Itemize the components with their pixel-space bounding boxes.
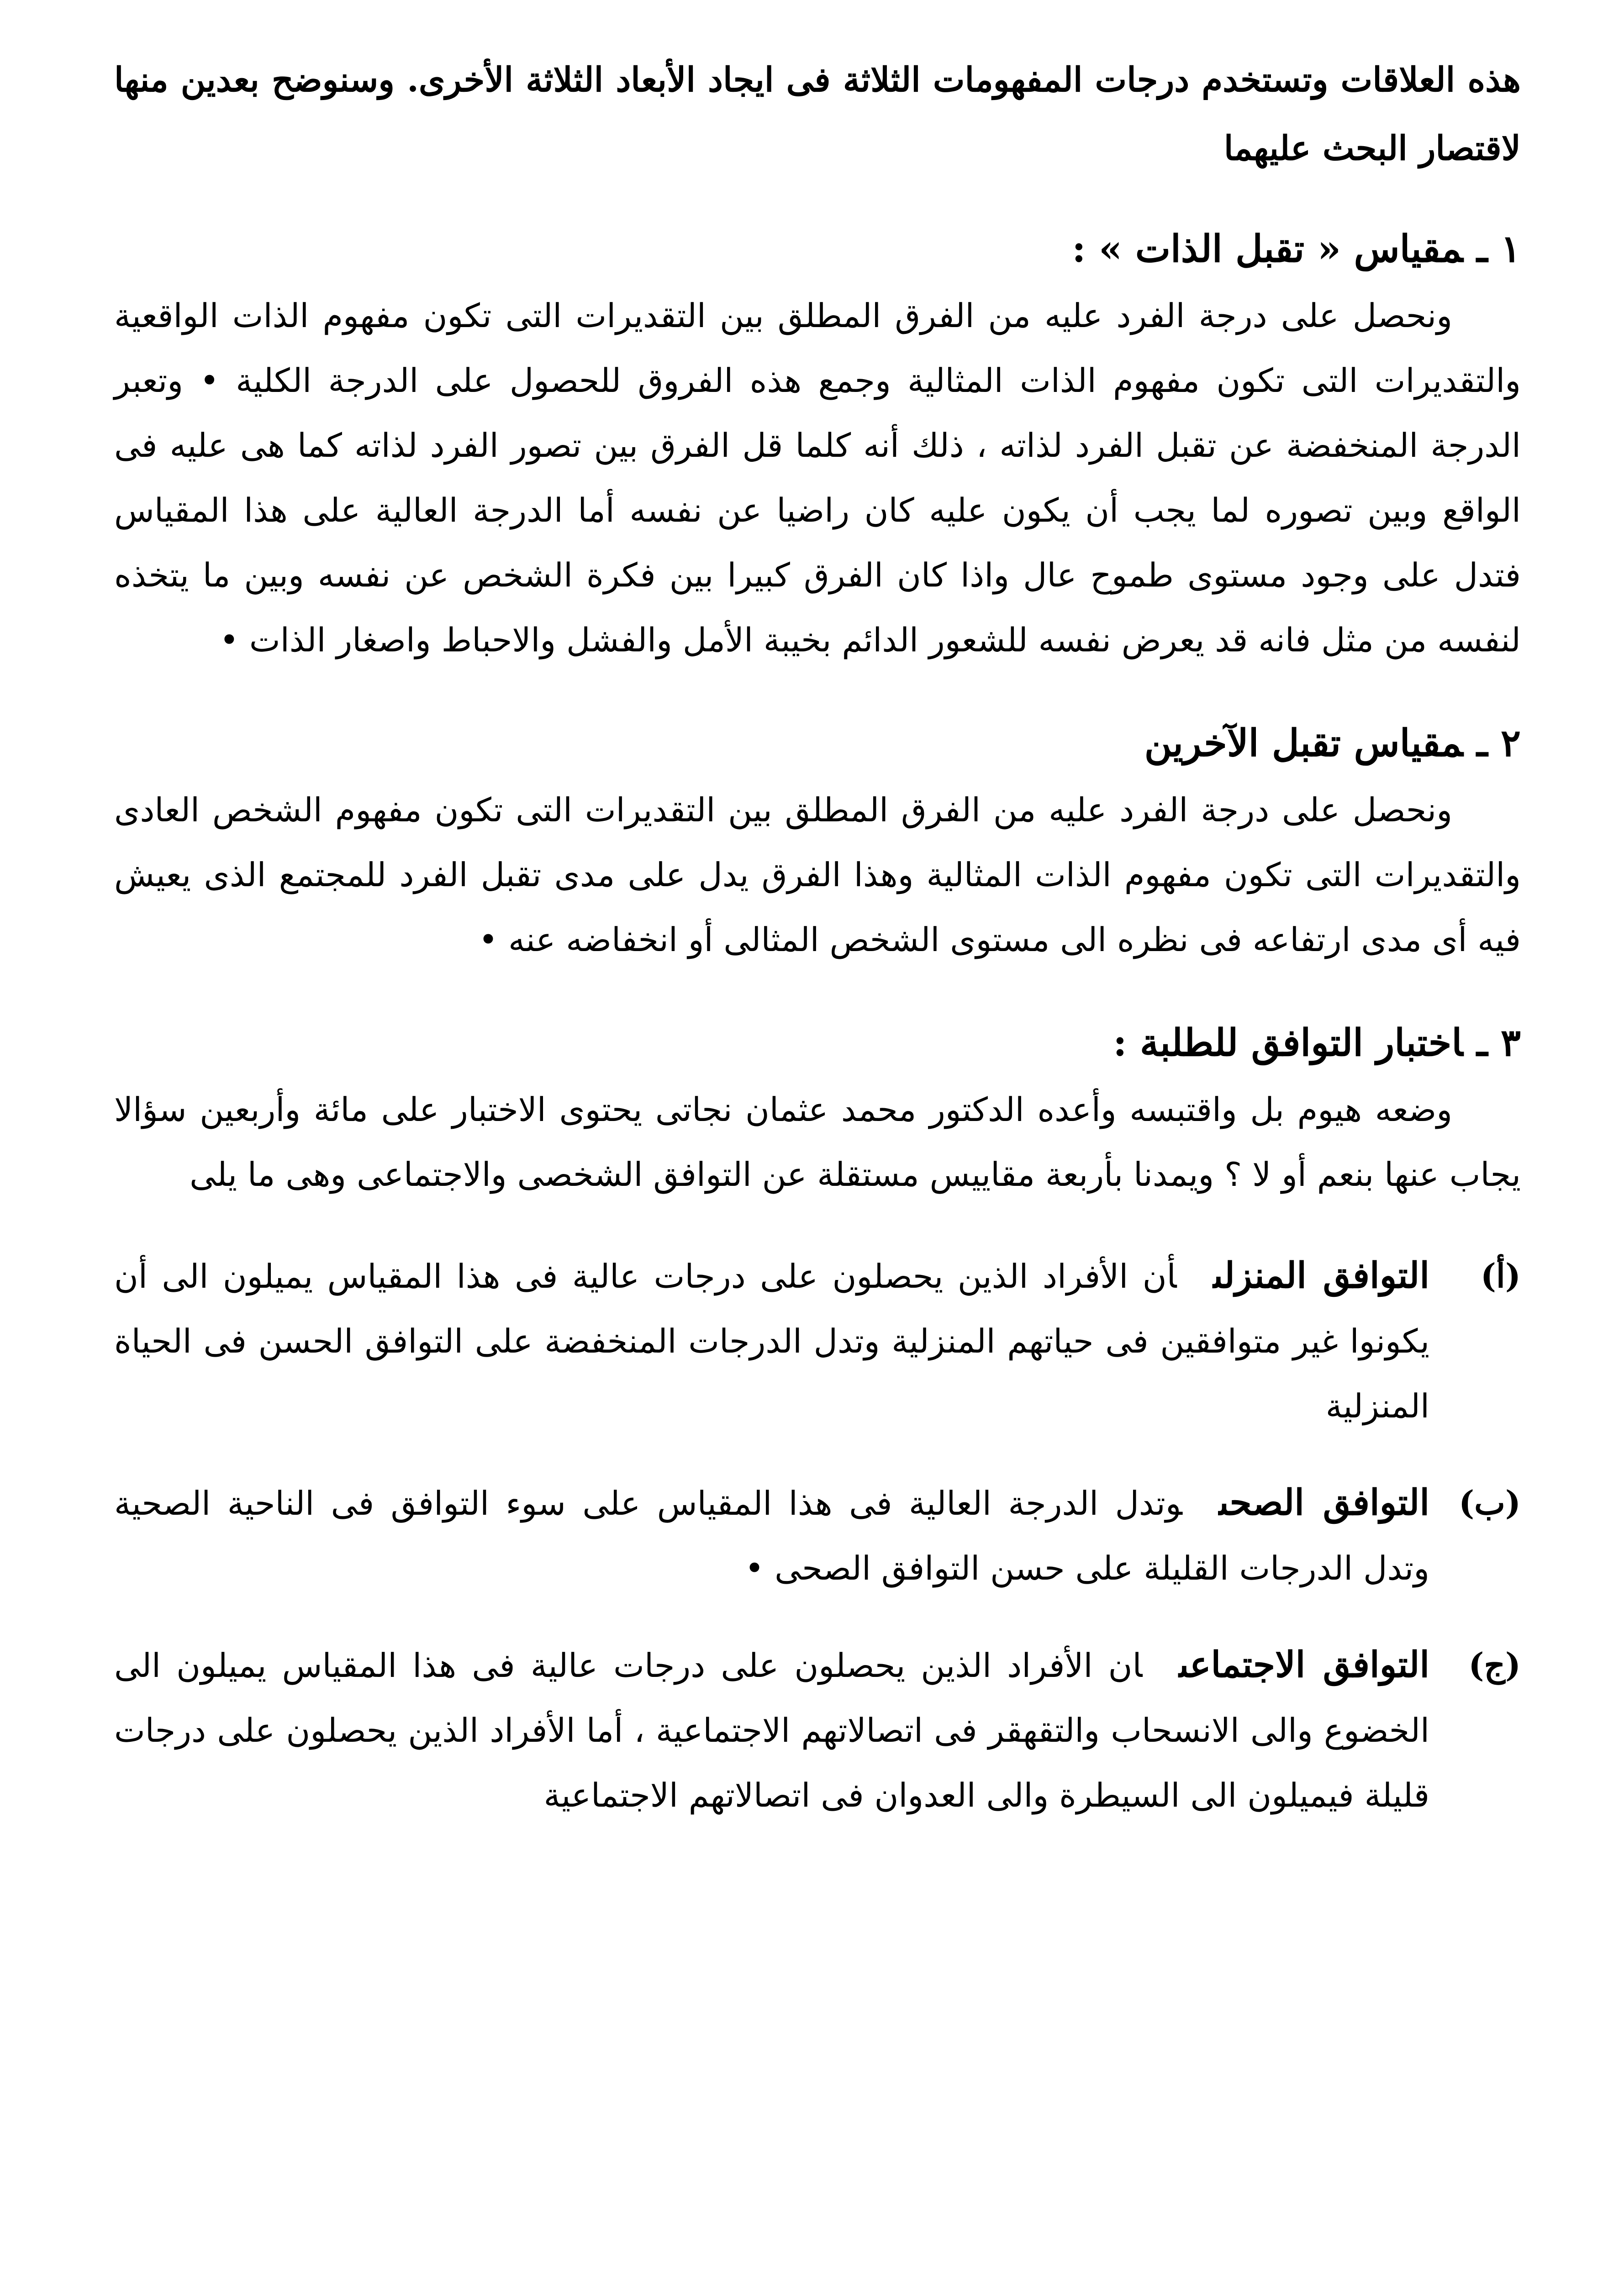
item-text: ان الأفراد الذين يحصلون على درجات عالية فى هذا المقياس يميلون الى الخضوع والى الانسحاب والتقهقر فى اتصالاتهم الاجتماعية ، أما الأفراد الذين يحصلون على درجات قليلة فيميلون الى السيطرة والى العدوان فى اتصالاتهم الاجتماعية [114, 1646, 1429, 1814]
section-number: ٣ ـ [1476, 1021, 1521, 1065]
item-title: التوافق المنزلى [1213, 1255, 1429, 1296]
list-item-social-adjustment [114, 1633, 1521, 1828]
item-body [114, 1243, 1429, 1438]
section-title: مقياس « تقبل الذات » : [1072, 227, 1463, 271]
document-page [114, 46, 1521, 2284]
intro-paragraph: هذه العلاقات وتستخدم درجات المفهومات الثلاثة فى ايجاد الأبعاد الثلاثة الأخرى. وسنوضح بعدين منها لاقتصار البحث عليهما [114, 60, 1521, 168]
section-acceptance-of-others [114, 709, 1521, 972]
list-item-home-adjustment [114, 1243, 1521, 1438]
section-heading [114, 709, 1521, 777]
section-paragraph: ونحصل على درجة الفرد عليه من الفرق المطلق بين التقديرات التى تكون مفهوم الشخص العادى والتقديرات التى تكون مفهوم الذات المثالية وهذا الفرق يدل على مدى تقبل الفرد للمجتمع الذى يعيش فيه أى مدى ارتفاعه فى نظره الى مستوى الشخص المثالى أو انخفاضه عنه • [114, 791, 1521, 959]
section-paragraph: وضعه هيوم بل واقتبسه وأعده الدكتور محمد عثمان نجاتى يحتوى الاختبار على مائة وأربعين سؤالا يجاب عنها بنعم أو لا ؟ ويمدنا بأربعة مقاييس مستقلة عن التوافق الشخصى والاجتماعى وهى ما يلى [114, 1090, 1521, 1194]
section-heading [114, 215, 1521, 283]
section-number: ٢ ـ [1476, 721, 1521, 765]
item-text: وتدل الدرجة العالية فى هذا المقياس على سوء التوافق فى الناحية الصحية وتدل الدرجات القليلة على حسن التوافق الصحى • [114, 1484, 1429, 1587]
item-label: (ج) [1468, 1645, 1521, 1684]
section-student-adjustment-test [114, 1009, 1521, 1207]
section-heading [114, 1009, 1521, 1077]
item-text: أن الأفراد الذين يحصلون على درجات عالية فى هذا المقياس يميلون الى أن يكونوا غير متوافقين فى حياتهم المنزلية وتدل الدرجات المنخفضة على التوافق الحسن فى الحياة المنزلية [114, 1257, 1429, 1425]
section-number: ١ ـ [1476, 227, 1521, 271]
item-label: (أ) [1480, 1256, 1521, 1295]
section-title: اختبار التوافق للطلبة : [1113, 1021, 1463, 1065]
item-body [114, 1470, 1429, 1601]
item-title: التوافق الصحى [1218, 1482, 1429, 1523]
item-label: (ب) [1459, 1483, 1521, 1522]
section-self-acceptance [114, 215, 1521, 672]
item-title: التوافق الاجتماعى [1179, 1644, 1429, 1686]
section-title: مقياس تقبل الآخرين [1144, 721, 1463, 765]
list-item-health-adjustment [114, 1470, 1521, 1601]
item-body [114, 1633, 1429, 1828]
section-paragraph: ونحصل على درجة الفرد عليه من الفرق المطلق بين التقديرات التى تكون مفهوم الذات الواقعية والتقديرات التى تكون مفهوم الذات المثالية وجمع هذه الفروق للحصول على الدرجة الكلية • وتعبر الدرجة المنخفضة عن تقبل الفرد لذاته ، ذلك أنه كلما قل الفرق بين تصور الفرد لذاته كما هى عليه فى الواقع وبين تصوره لما يجب أن يكون عليه كان راضيا عن نفسه أما الدرجة العالية على هذا المقياس فتدل على وجود مستوى طموح عال واذا كان الفرق كبيرا بين فكرة الشخص عن نفسه وبين ما يتخذه لنفسه من مثل فانه قد يعرض نفسه للشعور الدائم بخيبة الأمل والفشل والاحباط واصغار الذات • [114, 296, 1521, 659]
